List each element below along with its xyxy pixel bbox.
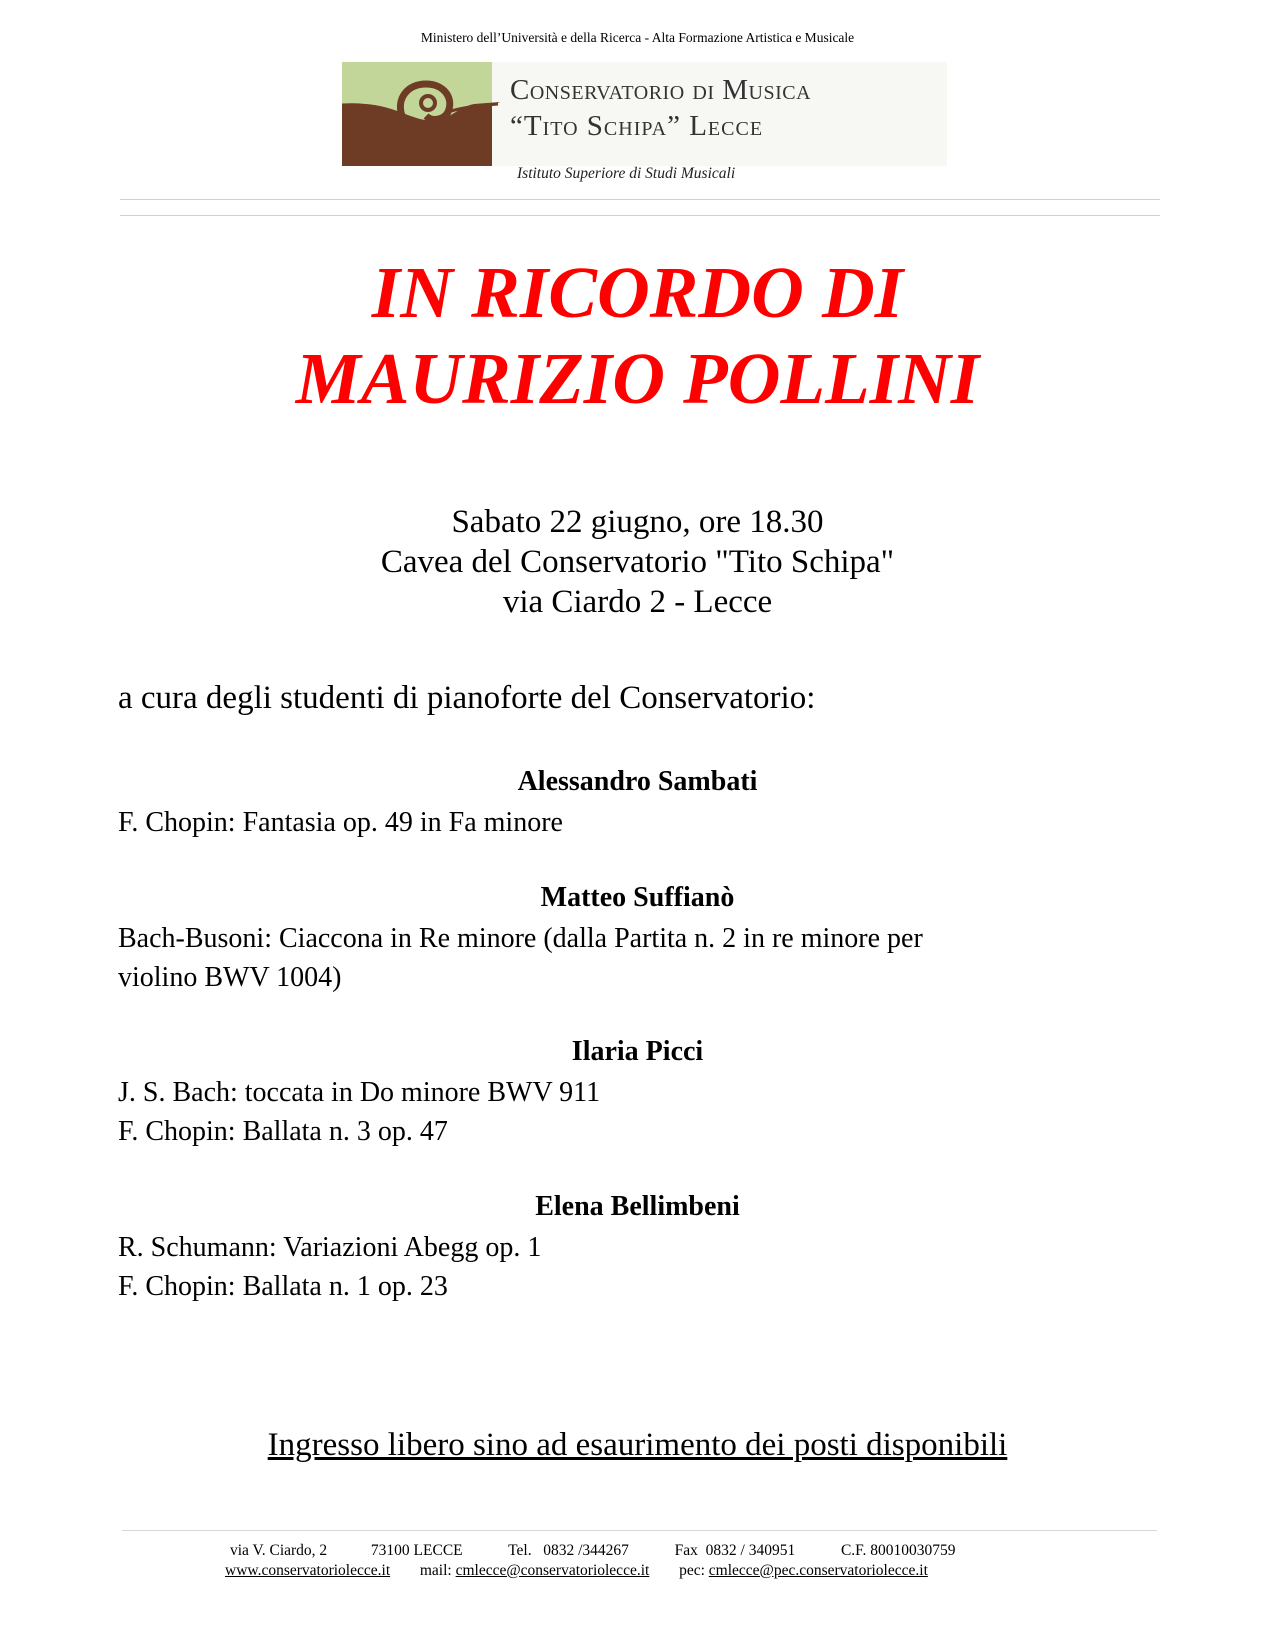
piece-line: J. S. Bach: toccata in Do minore BWV 911 — [118, 1077, 601, 1108]
footer-mail-label: mail: — [419, 1562, 452, 1579]
footer-cap: 73100 LECCE — [370, 1542, 463, 1559]
free-entry-note: Ingresso libero sino ad esaurimento dei posti disponibili — [267, 1427, 1008, 1463]
performer-name: Matteo Suffianò — [540, 882, 735, 913]
footer-tel: Tel. 0832 /344267 — [508, 1542, 629, 1559]
page-title — [0, 250, 1275, 422]
piece-line: Bach-Busoni: Ciaccona in Re minore (dalla Partita n. 2 in re minore per — [118, 923, 923, 954]
event-date: Sabato 22 giugno, ore 18.30 — [451, 504, 824, 540]
piece-line: R. Schumann: Variazioni Abegg op. 1 — [118, 1232, 542, 1263]
footer-pec-link[interactable]: cmlecce@pec.conservatoriolecce.it — [708, 1562, 928, 1579]
header-divider-bottom — [120, 215, 1160, 216]
title-line-1: IN RICORDO DI — [371, 252, 904, 333]
logo-title-line2: “Tito Schipa” Lecce — [510, 110, 764, 142]
footer-cf: C.F. 80010030759 — [840, 1542, 956, 1559]
piece-line: violino BWV 1004) — [118, 962, 342, 993]
performer-name: Ilaria Picci — [571, 1036, 704, 1067]
ministry-line: Ministero dell’Università e della Ricerca - Alta Formazione Artistica e Musicale — [420, 30, 855, 45]
piece-line: F. Chopin: Ballata n. 1 op. 23 — [118, 1271, 448, 1302]
conservatory-logo — [342, 62, 947, 166]
footer-address: via V. Ciardo, 2 — [230, 1542, 328, 1559]
performer-name: Elena Bellimbeni — [535, 1191, 740, 1222]
header-divider-top — [120, 199, 1160, 200]
event-venue: Cavea del Conservatorio "Tito Schipa" — [380, 544, 895, 580]
footer-contact-line — [230, 1542, 956, 1560]
institute-subtitle: Istituto Superiore di Studi Musicali — [517, 165, 736, 182]
event-info — [0, 502, 1275, 622]
curated-by: a cura degli studenti di pianoforte del Conservatorio: — [118, 680, 816, 716]
footer-links-line — [225, 1562, 928, 1580]
footer-divider — [122, 1530, 1157, 1531]
piece-line: F. Chopin: Ballata n. 3 op. 47 — [118, 1116, 448, 1147]
footer-pec-label: pec: — [679, 1562, 705, 1579]
footer-fax: Fax 0832 / 340951 — [674, 1542, 796, 1559]
title-line-2: MAURIZIO POLLINI — [295, 338, 980, 419]
logo-title-line1: Conservatorio di Musica — [510, 74, 812, 106]
footer-website-link[interactable]: www.conservatoriolecce.it — [225, 1562, 391, 1579]
performer-name: Alessandro Sambati — [517, 766, 758, 797]
piece-line: F. Chopin: Fantasia op. 49 in Fa minore — [118, 807, 563, 838]
event-address: via Ciardo 2 - Lecce — [502, 584, 773, 620]
footer-mail-link[interactable]: cmlecce@conservatoriolecce.it — [455, 1562, 650, 1579]
